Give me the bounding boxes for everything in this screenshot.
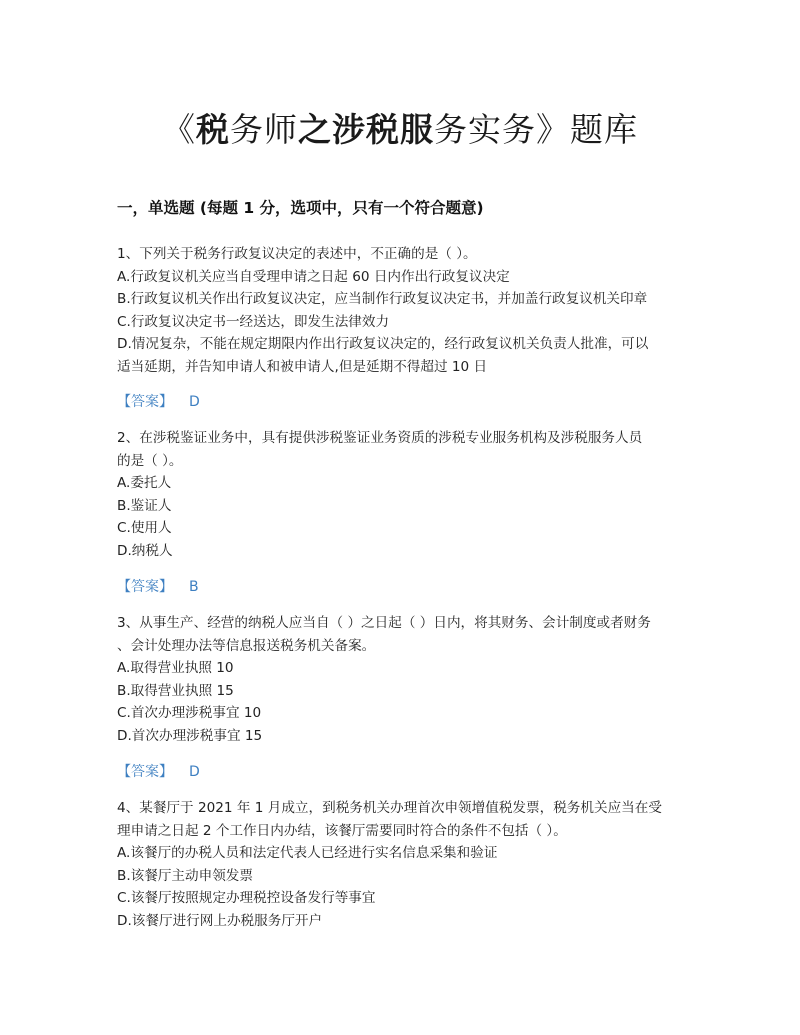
option-d: D.纳税人	[117, 542, 173, 559]
answer-label: 【答案】	[117, 764, 173, 780]
answer-value: D	[189, 394, 200, 410]
question-stem: 2、在涉税鉴证业务中，具有提供涉税鉴证业务资质的涉税专业服务机构及涉税服务人员	[117, 430, 643, 446]
question-stem: 4、某餐厅于 2021 年 1 月成立，到税务机关办理首次申领增值税发票，税务机关应当在受	[117, 800, 662, 816]
page-title	[0, 108, 800, 152]
question-3	[117, 612, 687, 747]
option-d-continued: 适当延期，并告知申请人和被申请人,但是延期不得超过 10 日	[117, 358, 488, 375]
option-a: A.行政复议机关应当自受理申请之日起 60 日内作出行政复议决定	[117, 268, 510, 285]
question-1	[117, 243, 687, 378]
option-c: C.行政复议决定书一经送达，即发生法律效力	[117, 313, 390, 330]
option-d: D.情况复杂，不能在规定期限内作出行政复议决定的，经行政复议机关负责人批准，可以	[117, 336, 649, 352]
option-b: B.鉴证人	[117, 497, 172, 514]
question-stem: 1、下列关于税务行政复议决定的表述中，不正确的是（ ）。	[117, 246, 477, 262]
option-b: B.取得营业执照 15	[117, 682, 234, 699]
option-d: D.首次办理涉税事宜 15	[117, 727, 263, 744]
question-stem-continued: 、会计处理办法等信息报送税务机关备案。	[117, 637, 376, 654]
title-part-4: 务实务》题库	[434, 110, 638, 149]
question-stem-continued: 的是（ ）。	[117, 452, 183, 469]
answer-1	[117, 391, 200, 413]
question-4	[117, 797, 687, 932]
answer-label: 【答案】	[117, 579, 173, 595]
option-c: C.该餐厅按照规定办理税控设备发行等事宜	[117, 890, 376, 906]
question-stem-continued: 理申请之日起 2 个工作日内办结，该餐厅需要同时符合的条件不包括（ ）。	[117, 822, 567, 839]
title-open-quote: 《	[162, 110, 196, 149]
option-c: C.首次办理涉税事宜 10	[117, 705, 262, 721]
answer-label: 【答案】	[117, 394, 173, 410]
option-c: C.使用人	[117, 520, 172, 536]
option-a: A.委托人	[117, 475, 172, 491]
option-a: A.该餐厅的办税人员和法定代表人已经进行实名信息采集和验证	[117, 845, 498, 861]
section-heading: 一，单选题 (每题 1 分，选项中，只有一个符合题意)	[117, 199, 484, 217]
option-a: A.取得营业执照 10	[117, 660, 234, 676]
title-part-3: 之涉税服	[298, 110, 434, 149]
option-d: D.该餐厅进行网上办税服务厅开户	[117, 912, 323, 929]
answer-value: D	[189, 764, 200, 780]
option-b: B.该餐厅主动申领发票	[117, 867, 253, 884]
option-b: B.行政复议机关作出行政复议决定，应当制作行政复议决定书，并加盖行政复议机关印章	[117, 291, 648, 307]
question-2	[117, 427, 687, 562]
answer-value: B	[189, 579, 199, 595]
title-part-1: 税	[196, 110, 230, 149]
title-part-2: 务师	[230, 110, 298, 149]
answer-2	[117, 576, 199, 598]
question-stem: 3、从事生产、经营的纳税人应当自（ ）之日起（ ）日内，将其财务、会计制度或者财务	[117, 615, 651, 631]
answer-3	[117, 761, 200, 783]
